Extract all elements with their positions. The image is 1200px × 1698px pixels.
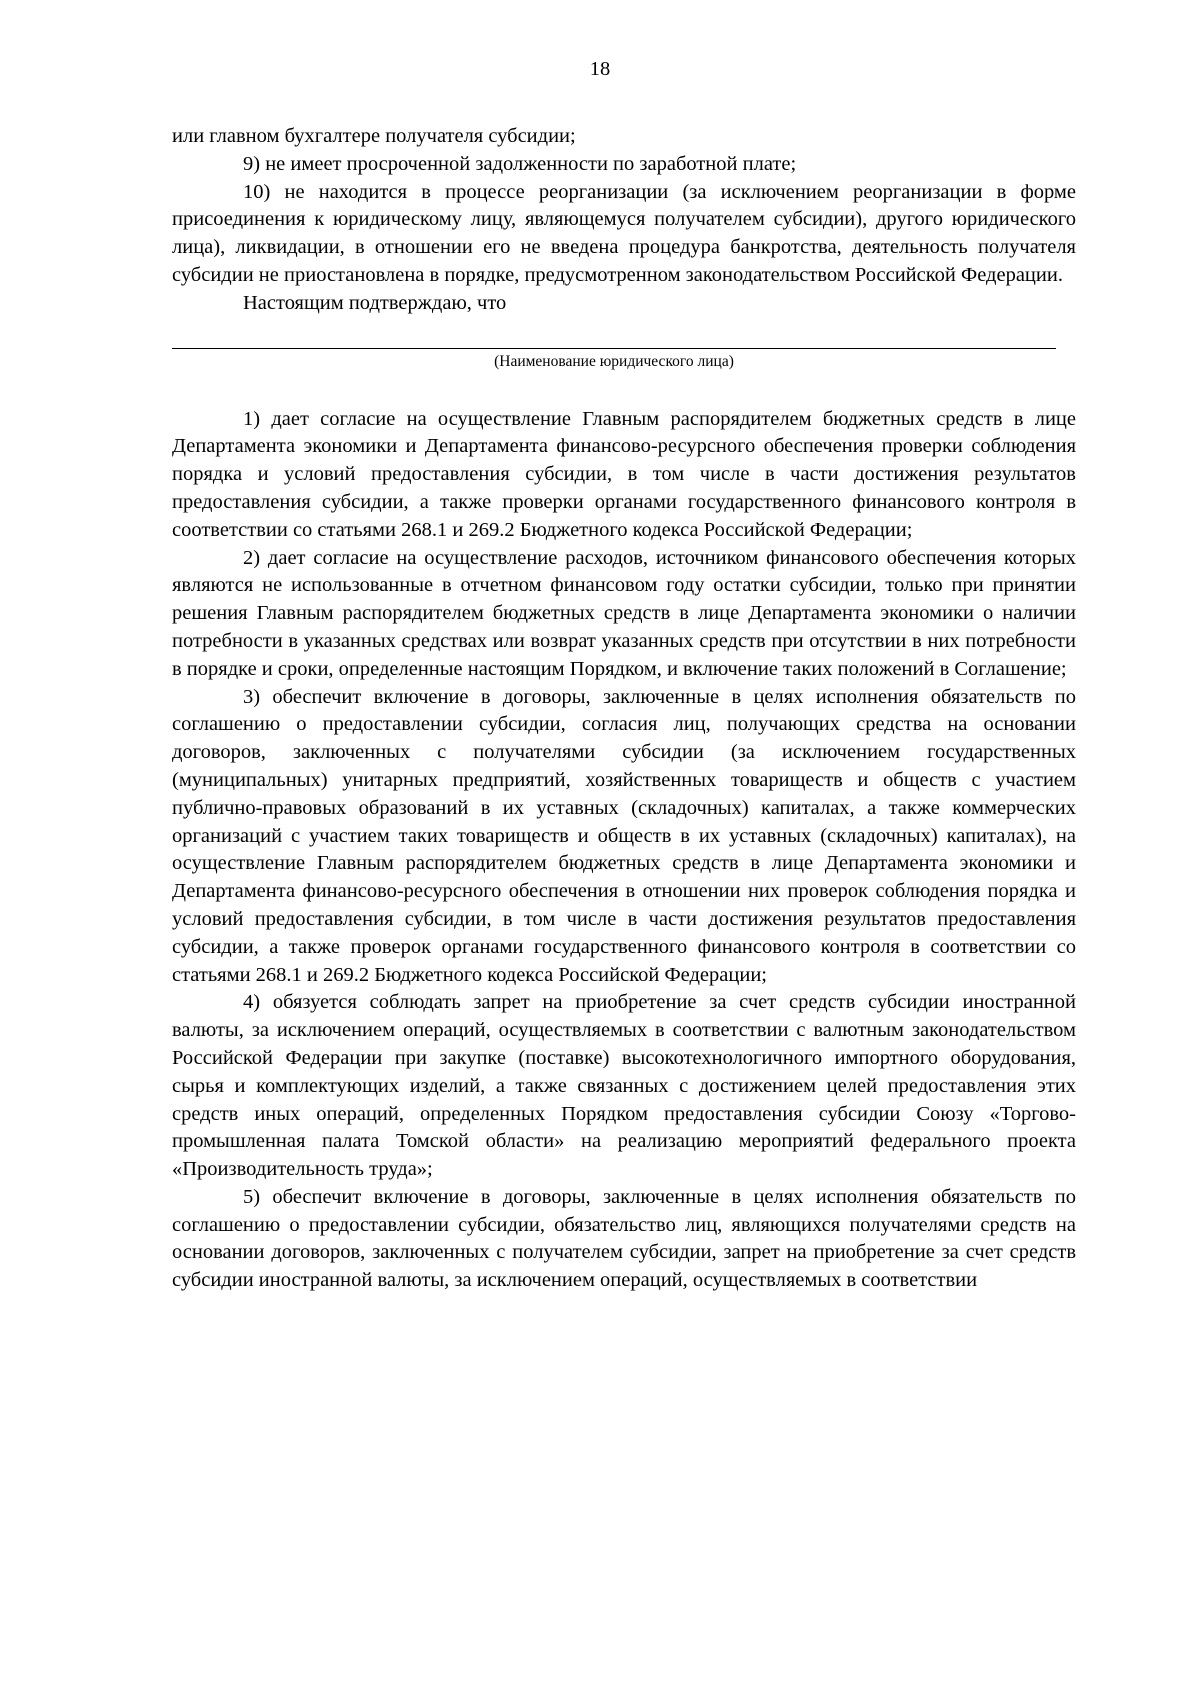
document-body bbox=[172, 123, 1076, 1295]
list-item: 4) обязуется соблюдать запрет на приобретение за счет средств субсидии иностранной валюты, за исключением операций, осуществляемых в соответствии с валютным законодательством Российской Федерации при закупке (поставке) высокотехнологичного импортного оборудования, сырья и комплектующих изделий, а также связанных с достижением целей предоставления этих средств иных операций, определенных Порядком предоставления субсидии Союзу «Торгово-промышленная палата Томской области» на реализацию мероприятий федерального проекта «Производительность труда»; bbox=[172, 991, 1076, 1181]
list-item: 3) обеспечит включение в договоры, заключенные в целях исполнения обязательств по соглашению о предоставлении субсидии, согласия лиц, получающих средства на основании договоров, заключенных с получателями субсидии (за исключением государственных (муниципальных) унитарных предприятий, хозяйственных товариществ и обществ с участием публично-правовых образований в их уставных (складочных) капиталах, а также коммерческих организаций с участием таких товариществ и обществ в их уставных (складочных) капиталах), на осуществление Главным распорядителем бюджетных средств в лице Департамента экономики и Департамента финансово-ресурсного обеспечения в отношении них проверок соблюдения порядка и условий предоставления субсидии, в том числе в части достижения результатов предоставления субсидии, а также проверок органами государственного финансового контроля в соответствии со статьями 268.1 и 269.2 Бюджетного кодекса Российской Федерации; bbox=[172, 685, 1076, 986]
list-item: 2) дает согласие на осуществление расходов, источником финансового обеспечения которых являются не использованные в отчетном финансовом году остатки субсидии, только при принятии решения Главным распорядителем бюджетных средств в лице Департамента экономики о наличии потребности в указанных средствах или возврат указанных средств при отсутствии в них потребности в порядке и сроки, определенные настоящим Порядком, и включение таких положений в Соглашение; bbox=[172, 546, 1076, 680]
entity-name-caption: (Наименование юридического лица) bbox=[494, 352, 734, 370]
paragraph-item-9: 9) не имеет просроченной задолженности по заработной плате; bbox=[243, 152, 797, 175]
paragraph-confirmation: Настоящим подтверждаю, что bbox=[243, 291, 507, 314]
consent-list bbox=[172, 406, 1076, 1296]
list-item: 1) дает согласие на осуществление Главным распорядителем бюджетных средств в лице Департамента экономики и Департамента финансово-ресурсного обеспечения проверки соблюдения порядка и условий предоставления субсидии, в том числе в части достижения результатов предоставления субсидии, а также проверки органами государственного финансового контроля в соответствии со статьями 268.1 и 269.2 Бюджетного кодекса Российской Федерации; bbox=[172, 407, 1076, 541]
paragraph-item-10: 10) не находится в процессе реорганизации (за исключением реорганизации в форме присоединения к юридическому лицу, являющемуся получателем субсидии), другого юридического лица), ликвидации, в отношении его не введена процедура банкротства, деятельность получателя субсидии не приостановлена в порядке, предусмотренном законодательством Российской Федерации. bbox=[172, 180, 1076, 286]
page-number: 18 bbox=[589, 58, 611, 80]
entity-name-blank-line bbox=[172, 348, 1056, 349]
paragraph-continuation: или главном бухгалтере получателя субсидии; bbox=[172, 125, 576, 147]
list-item: 5) обеспечит включение в договоры, заключенные в целях исполнения обязательств по соглашению о предоставлении субсидии, обязательство лиц, являющихся получателями средств на основании договоров, заключенных с получателем субсидии, запрет на приобретение за счет средств субсидии иностранной валюты, за исключением операций, осуществляемых в соответствии bbox=[172, 1185, 1076, 1292]
